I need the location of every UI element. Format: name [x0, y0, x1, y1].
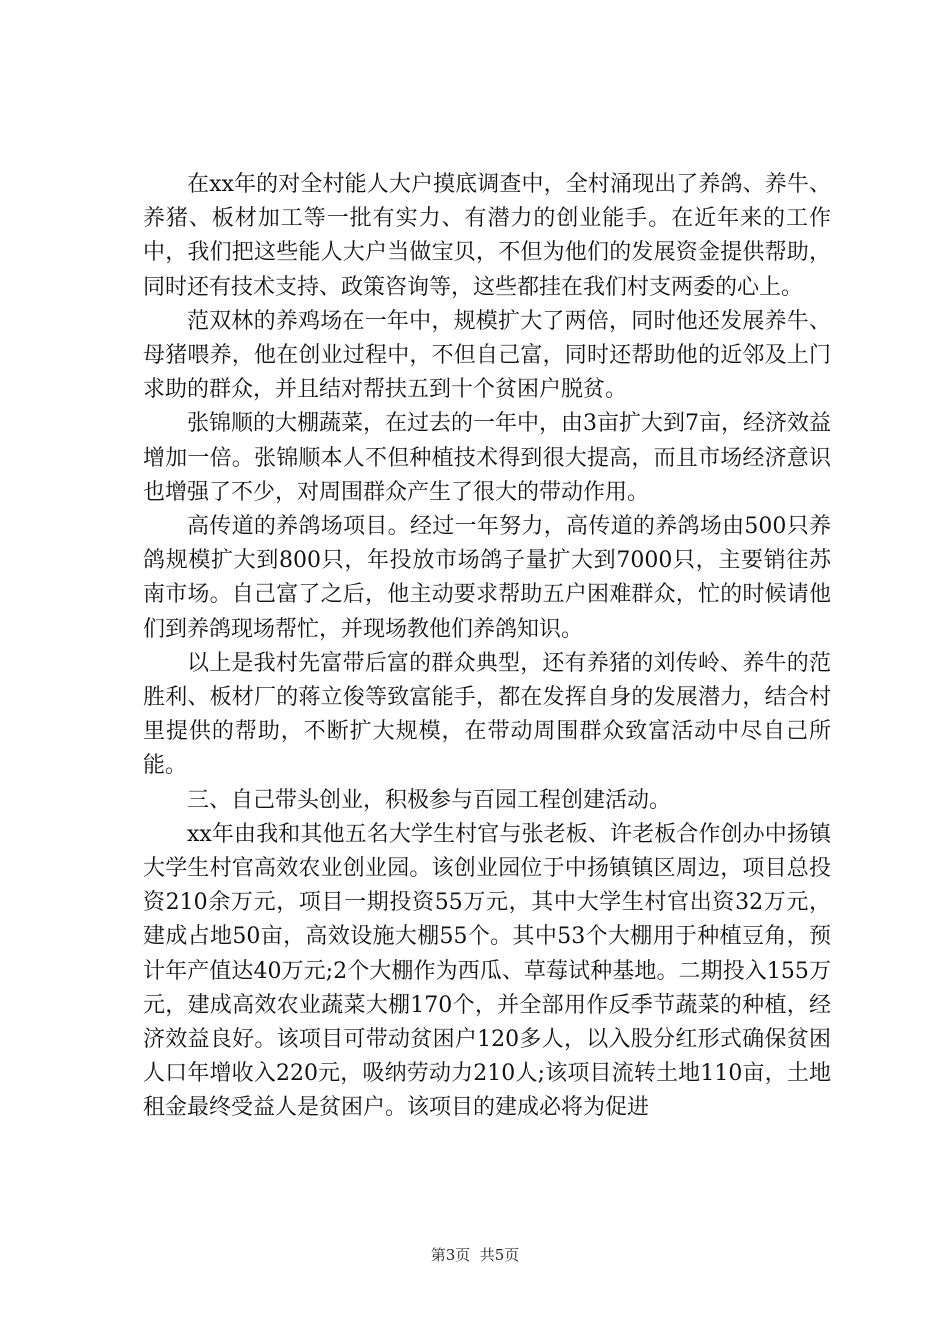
paragraph-7: xx年由我和其他五名大学生村官与张老板、许老板合作创办中扬镇大学生村官高效农业创业园。该创业园位于中扬镇镇区周边，项目总投资210余万元，项目一期投资55万元，其中大学生村官出资32万元，建成占地50亩，高效设施大棚55个。其中53个大棚用于种植豆角，预计年产值达40万元;2个大棚作为西瓜、草莓试种基地。二期投入155万元，建成高效农业蔬菜大棚170个，并全部用作反季节蔬菜的种植，经济效益良好。该项目可带动贫困户120多人，以入股分红形式确保贫困人口年增收入220元，吸纳劳动力210人;该项目流转土地110亩，土地租金最终受益人是贫困户。该项目的建成必将为促进 [143, 821, 831, 1121]
paragraph-4: 高传道的养鸽场项目。经过一年努力，高传道的养鸽场由500只养鸽规模扩大到800只，年投放市场鸽子量扩大到7000只，主要销往苏南市场。自己富了之后，他主动要求帮助五户困难群众，忙的时候请他们到养鸽现场帮忙，并现场教他们养鸽知识。 [143, 514, 831, 642]
paragraph-2: 范双林的养鸡场在一年中，规模扩大了两倍，同时他还发展养牛、母猪喂养，他在创业过程中，不但自己富，同时还帮助他的近邻及上门求助的群众，并且结对帮扶五到十个贫困户脱贫。 [143, 308, 831, 403]
paragraph-5: 以上是我村先富带后富的群众典型，还有养猪的刘传岭、养牛的范胜利、板材厂的蒋立俊等致富能手，都在发挥自身的发展潜力，结合村里提供的帮助，不断扩大规模，在带动周围群众致富活动中尽自己所能。 [143, 650, 831, 779]
paragraph-1: 在xx年的对全村能人大户摸底调查中，全村涌现出了养鸽、养牛、养猪、板材加工等一批有实力、有潜力的创业能手。在近年来的工作中，我们把这些能人大户当做宝贝，不但为他们的发展资金提供帮助，同时还有技术支持、政策咨询等，这些都挂在我们村支两委的心上。 [143, 172, 831, 300]
paragraph-3: 张锦顺的大棚蔬菜，在过去的一年中，由3亩扩大到7亩，经济效益增加一倍。张锦顺本人不但种植技术得到很大提高，而且市场经济意识也增强了不少，对周围群众产生了很大的带动作用。 [143, 411, 831, 505]
document-body [143, 168, 831, 1126]
section-heading: 三、自己带头创业，积极参与百园工程创建活动。 [187, 787, 672, 813]
page-footer: 第3页 共5页 [430, 1246, 520, 1264]
